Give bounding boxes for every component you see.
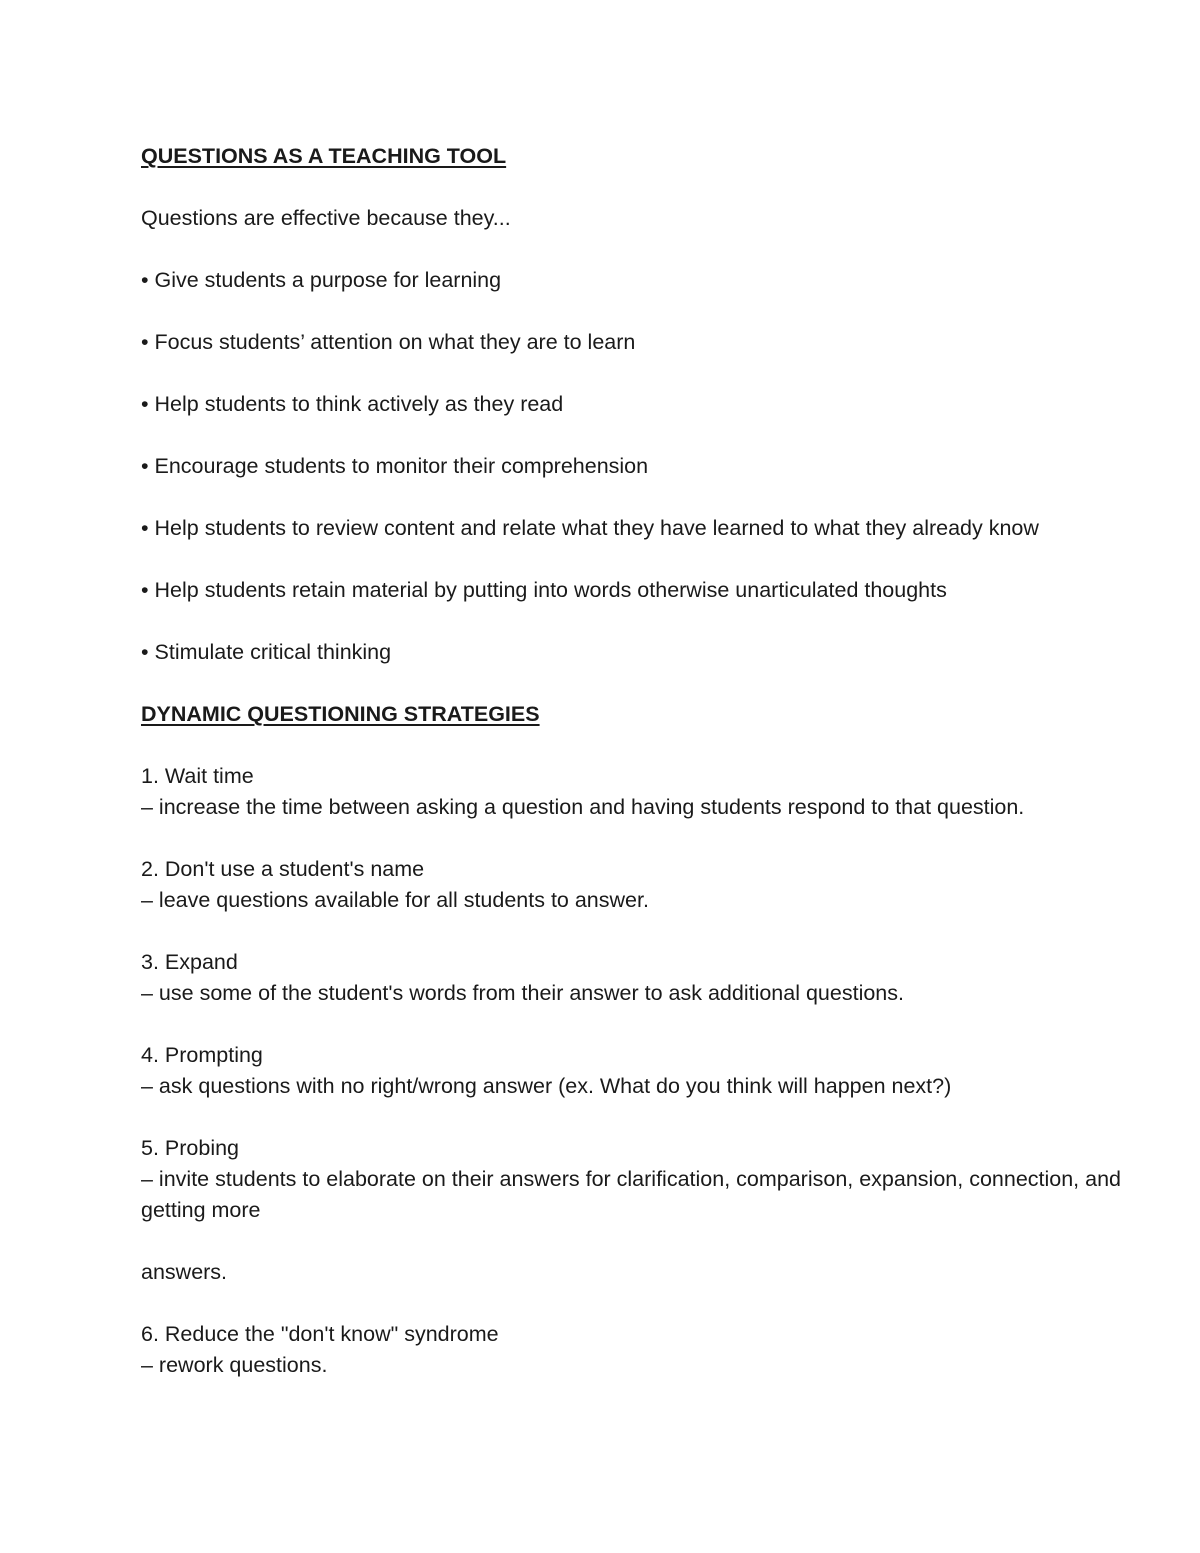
- section-heading-teaching-tool: QUESTIONS AS A TEACHING TOOL: [141, 144, 507, 168]
- strategy-description: – leave questions available for all students to answer.: [141, 888, 649, 912]
- strategies-list: [141, 761, 1181, 1381]
- strategy-description: – ask questions with no right/wrong answer (ex. What do you think will happen next?): [141, 1074, 952, 1098]
- strategy-item: [141, 1040, 1181, 1102]
- strategy-description: – rework questions.: [141, 1353, 328, 1377]
- strategy-title: 6. Reduce the "don't know" syndrome: [141, 1322, 499, 1346]
- section-heading-strategies: DYNAMIC QUESTIONING STRATEGIES: [141, 702, 540, 726]
- list-item: • Stimulate critical thinking: [141, 640, 392, 664]
- effectiveness-list: [141, 265, 1181, 668]
- strategy-description: – increase the time between asking a question and having students respond to that question.: [141, 795, 1025, 819]
- list-item: • Help students to think actively as they read: [141, 392, 564, 416]
- strategy-title: 3. Expand: [141, 950, 238, 974]
- strategy-title: 4. Prompting: [141, 1043, 263, 1067]
- strategy-item: [141, 761, 1181, 823]
- spacer: [141, 730, 1181, 761]
- list-item: • Help students to review content and relate what they have learned to what they already know: [141, 516, 1039, 540]
- strategy-item: [141, 947, 1181, 1009]
- strategy-item: [141, 1133, 1181, 1288]
- strategy-description: – use some of the student's words from their answer to ask additional questions.: [141, 981, 904, 1005]
- strategy-title: 5. Probing: [141, 1136, 240, 1160]
- strategy-title: 2. Don't use a student's name: [141, 857, 425, 881]
- strategy-item: [141, 1319, 1181, 1381]
- document-page: [141, 141, 1181, 1412]
- strategy-item: [141, 854, 1181, 916]
- spacer: [141, 1226, 1181, 1257]
- list-item: • Focus students’ attention on what they are to learn: [141, 330, 636, 354]
- spacer: [141, 234, 1181, 265]
- strategy-description-continuation: answers.: [141, 1260, 228, 1284]
- strategy-title: 1. Wait time: [141, 764, 254, 788]
- strategy-description: – invite students to elaborate on their answers for clarification, comparison, expansion, connection, and getting more: [141, 1167, 1122, 1222]
- list-item: • Help students retain material by putting into words otherwise unarticulated thoughts: [141, 578, 947, 602]
- spacer: [141, 172, 1181, 203]
- list-item: • Encourage students to monitor their comprehension: [141, 454, 649, 478]
- intro-text: Questions are effective because they...: [141, 206, 511, 230]
- list-item: • Give students a purpose for learning: [141, 268, 502, 292]
